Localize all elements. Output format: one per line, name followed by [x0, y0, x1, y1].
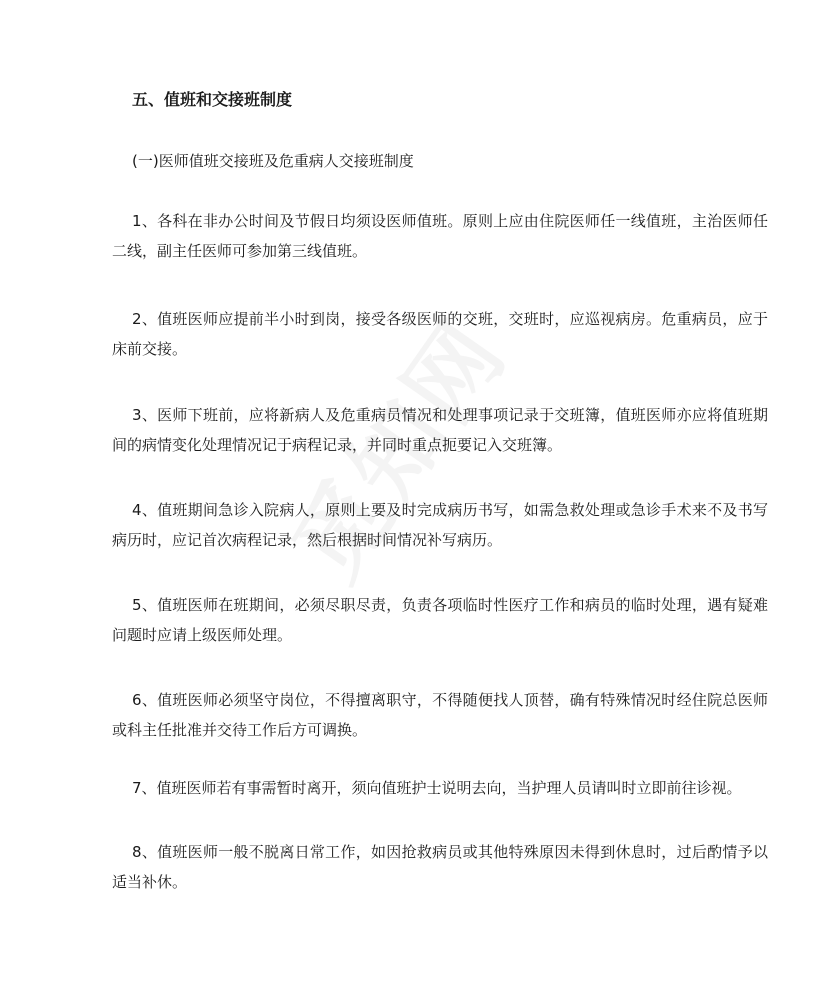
paragraph-2: 2、值班医师应提前半小时到岗，接受各级医师的交班，交班时，应巡视病房。危重病员，应于床前交接。 — [112, 310, 768, 358]
paragraph-7: 7、值班医师若有事需暂时离开，须向值班护士说明去向，当护理人员请叫时立即前往诊视。 — [132, 779, 742, 797]
paragraph-1: 1、各科在非办公时间及节假日均须设医师值班。原则上应由住院医师任一线值班，主治医师任二线，副主任医师可参加第三线值班。 — [112, 212, 768, 260]
subsection-title: (一)医师值班交接班及危重病人交接班制度 — [132, 152, 414, 170]
paragraph-3: 3、医师下班前，应将新病人及危重病员情况和处理事项记录于交班簿，值班医师亦应将值班期间的病情变化处理情况记于病程记录，并同时重点扼要记入交班簿。 — [112, 406, 768, 454]
section-title: 五、值班和交接班制度 — [132, 90, 293, 109]
paragraph-5: 5、值班医师在班期间，必须尽职尽责，负责各项临时性医疗工作和病员的临时处理，遇有疑难问题时应请上级医师处理。 — [112, 596, 768, 644]
paragraph-4: 4、值班期间急诊入院病人，原则上要及时完成病历书写，如需急救处理或急诊手术来不及书写病历时，应记首次病程记录，然后根据时间情况补写病历。 — [112, 501, 768, 549]
paragraph-6: 6、值班医师必须坚守岗位，不得擅离职守，不得随便找人顶替，确有特殊情况时经住院总医师或科主任批准并交待工作后方可调换。 — [112, 691, 768, 739]
paragraph-8: 8、值班医师一般不脱离日常工作，如因抢救病员或其他特殊原因未得到休息时，过后酌情予以适当补休。 — [112, 843, 768, 891]
